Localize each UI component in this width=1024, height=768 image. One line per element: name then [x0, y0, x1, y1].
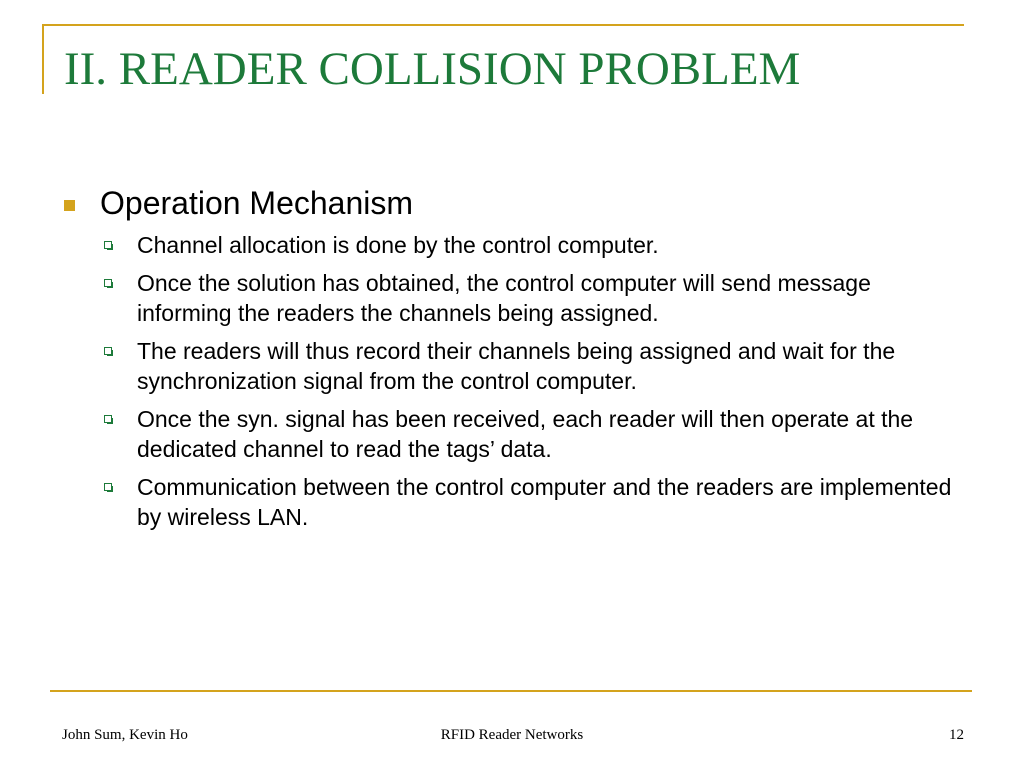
checkbox-bullet-icon	[104, 347, 112, 355]
sub-bullet-text: Channel allocation is done by the control computer.	[137, 232, 659, 258]
sub-bullet-text: Communication between the control computer and the readers are implemented by wireless LAN.	[137, 474, 952, 530]
footer-topic: RFID Reader Networks	[440, 727, 584, 743]
footer-authors: John Sum, Kevin Ho	[62, 727, 188, 743]
sub-bullet-item	[100, 268, 962, 328]
heading-text: Operation Mechanism	[100, 185, 414, 221]
checkbox-bullet-icon	[104, 483, 112, 491]
sub-bullet-text: The readers will thus record their channels being assigned and wait for the synchronization signal from the control computer.	[137, 338, 896, 394]
bullet-heading	[62, 184, 962, 222]
slide-body	[62, 184, 962, 540]
title-frame-left-line	[42, 24, 44, 94]
sub-bullet-item	[100, 404, 962, 464]
title-frame-top-line	[42, 24, 964, 26]
checkbox-bullet-icon	[104, 279, 112, 287]
sub-bullet-list	[100, 230, 962, 532]
page-number: 12	[949, 727, 964, 743]
sub-bullet-text: Once the solution has obtained, the control computer will send message informing the readers the channels being assigned.	[137, 270, 871, 326]
sub-bullet-item	[100, 230, 962, 260]
checkbox-bullet-icon	[104, 241, 112, 249]
checkbox-bullet-icon	[104, 415, 112, 423]
sub-bullet-text: Once the syn. signal has been received, each reader will then operate at the dedicated channel to read the tags’ data.	[137, 406, 914, 462]
footer-divider	[50, 690, 972, 692]
sub-bullet-item	[100, 336, 962, 396]
sub-bullet-item	[100, 472, 962, 532]
square-bullet-icon	[64, 200, 75, 211]
slide-title: II. READER COLLISION PROBLEM	[64, 43, 801, 95]
